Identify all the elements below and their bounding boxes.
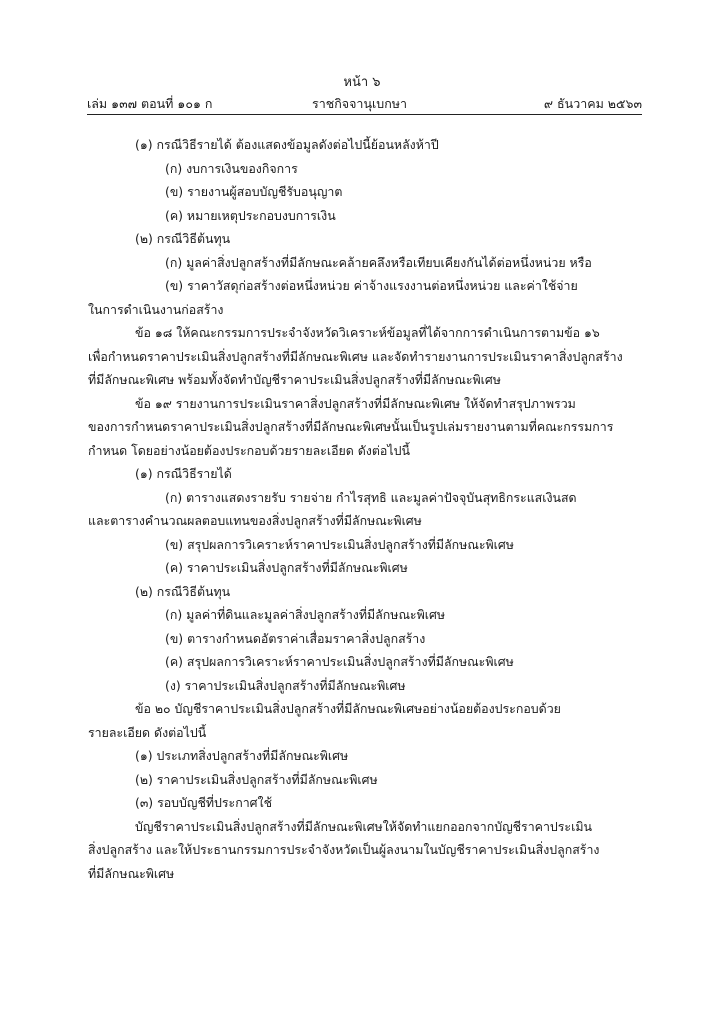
paragraph-line: (ค) ราคาประเมินสิ่งปลูกสร้างที่มีลักษณะพิเศษ <box>165 560 408 575</box>
publication-date: ๙ ธันวาคม ๒๕๖๓ <box>543 96 642 111</box>
paragraph-line: บัญชีราคาประเมินสิ่งปลูกสร้างที่มีลักษณะพิเศษให้จัดทำแยกออกจากบัญชีราคาประเมิน <box>135 818 592 834</box>
paragraph-line: (ก) มูลค่าที่ดินและมูลค่าสิ่งปลูกสร้างที่มีลักษณะพิเศษ <box>165 607 446 622</box>
paragraph-line: ในการดำเนินงานก่อสร้าง <box>88 301 224 317</box>
paragraph-line: (ก) มูลค่าสิ่งปลูกสร้างที่มีลักษณะคล้ายคลึงหรือเทียบเคียงกันได้ต่อหนึ่งหน่วย หรือ <box>165 254 592 270</box>
paragraph-line: ที่มีลักษณะพิเศษ พร้อมทั้งจัดทำบัญชีราคาประเมินสิ่งปลูกสร้างที่มีลักษณะพิเศษ <box>88 372 501 387</box>
paragraph-line: และตารางคำนวณผลตอบแทนของสิ่งปลูกสร้างที่มีลักษณะพิเศษ <box>88 513 422 528</box>
paragraph-line: (๒) กรณีวิธีต้นทุน <box>135 583 231 599</box>
page-number: หน้า ๖ <box>343 75 381 90</box>
paragraph-line: (๑) กรณีวิธีรายได้ ต้องแสดงข้อมูลดังต่อไปนี้ย้อนหลังห้าปี <box>135 137 439 152</box>
gazette-header <box>87 94 642 115</box>
clause-20-line: ข้อ ๒๐ บัญชีราคาประเมินสิ่งปลูกสร้างที่มีลักษณะพิเศษอย่างน้อยต้องประกอบด้วย <box>135 701 561 716</box>
paragraph-line: ของการกำหนดราคาประเมินสิ่งปลูกสร้างที่มีลักษณะพิเศษนั้นเป็นรูปเล่มรายงานตามที่คณะกรรมการ <box>88 419 614 434</box>
paragraph-line: (๒) กรณีวิธีต้นทุน <box>135 231 231 246</box>
paragraph-line: (๑) ประเภทสิ่งปลูกสร้างที่มีลักษณะพิเศษ <box>135 748 349 763</box>
volume-issue: เล่ม ๑๓๗ ตอนที่ ๑๐๑ ก <box>87 96 213 111</box>
paragraph-line: (๓) รอบบัญชีที่ประกาศใช้ <box>135 795 272 810</box>
paragraph-line: (๒) ราคาประเมินสิ่งปลูกสร้างที่มีลักษณะพิเศษ <box>135 771 378 787</box>
paragraph-line: (ค) สรุปผลการวิเคราะห์ราคาประเมินสิ่งปลูกสร้างที่มีลักษณะพิเศษ <box>165 654 514 669</box>
paragraph-line: (ก) ตารางแสดงรายรับ รายจ่าย กำไรสุทธิ และมูลค่าปัจจุบันสุทธิกระแสเงินสด <box>165 489 577 505</box>
paragraph-line: (ข) ราคาวัสดุก่อสร้างต่อหนึ่งหน่วย ค่าจ้างแรงงานต่อหนึ่งหน่วย และค่าใช้จ่าย <box>165 278 578 293</box>
clause-19-line: ข้อ ๑๙ รายงานการประเมินราคาสิ่งปลูกสร้างที่มีลักษณะพิเศษ ให้จัดทำสรุปภาพรวม <box>135 395 576 411</box>
paragraph-line: (ง) ราคาประเมินสิ่งปลูกสร้างที่มีลักษณะพิเศษ <box>165 677 406 693</box>
paragraph-line: ที่มีลักษณะพิเศษ <box>88 865 175 881</box>
paragraph-line: (ข) ตารางกำหนดอัตราค่าเสื่อมราคาสิ่งปลูกสร้าง <box>165 630 426 646</box>
paragraph-line: กำหนด โดยอย่างน้อยต้องประกอบด้วยรายละเอียด ดังต่อไปนี้ <box>88 442 410 458</box>
paragraph-line: (ข) รายงานผู้สอบบัญชีรับอนุญาต <box>165 184 343 199</box>
paragraph-line: (ค) หมายเหตุประกอบงบการเงิน <box>165 207 336 223</box>
clause-18-line: ข้อ ๑๘ ให้คณะกรรมการประจำจังหวัดวิเคราะห์ข้อมูลที่ได้จากการดำเนินการตามข้อ ๑๖ <box>135 325 600 340</box>
document-body <box>88 133 642 885</box>
paragraph-line: (ก) งบการเงินของกิจการ <box>165 160 298 176</box>
paragraph-line: (ข) สรุปผลการวิเคราะห์ราคาประเมินสิ่งปลูกสร้างที่มีลักษณะพิเศษ <box>165 536 514 552</box>
paragraph-line: เพื่อกำหนดราคาประเมินสิ่งปลูกสร้างที่มีลักษณะพิเศษ และจัดทำรายงานการประเมินราคาสิ่งปลูกสร้าง <box>88 348 623 364</box>
paragraph-line: รายละเอียด ดังต่อไปนี้ <box>88 724 207 740</box>
paragraph-line: สิ่งปลูกสร้าง และให้ประธานกรรมการประจำจังหวัดเป็นผู้ลงนามในบัญชีราคาประเมินสิ่งปลูกสร้าง <box>88 842 600 857</box>
paragraph-line: (๑) กรณีวิธีรายได้ <box>135 466 232 481</box>
gazette-title: ราชกิจจานุเบกษา <box>312 96 408 111</box>
